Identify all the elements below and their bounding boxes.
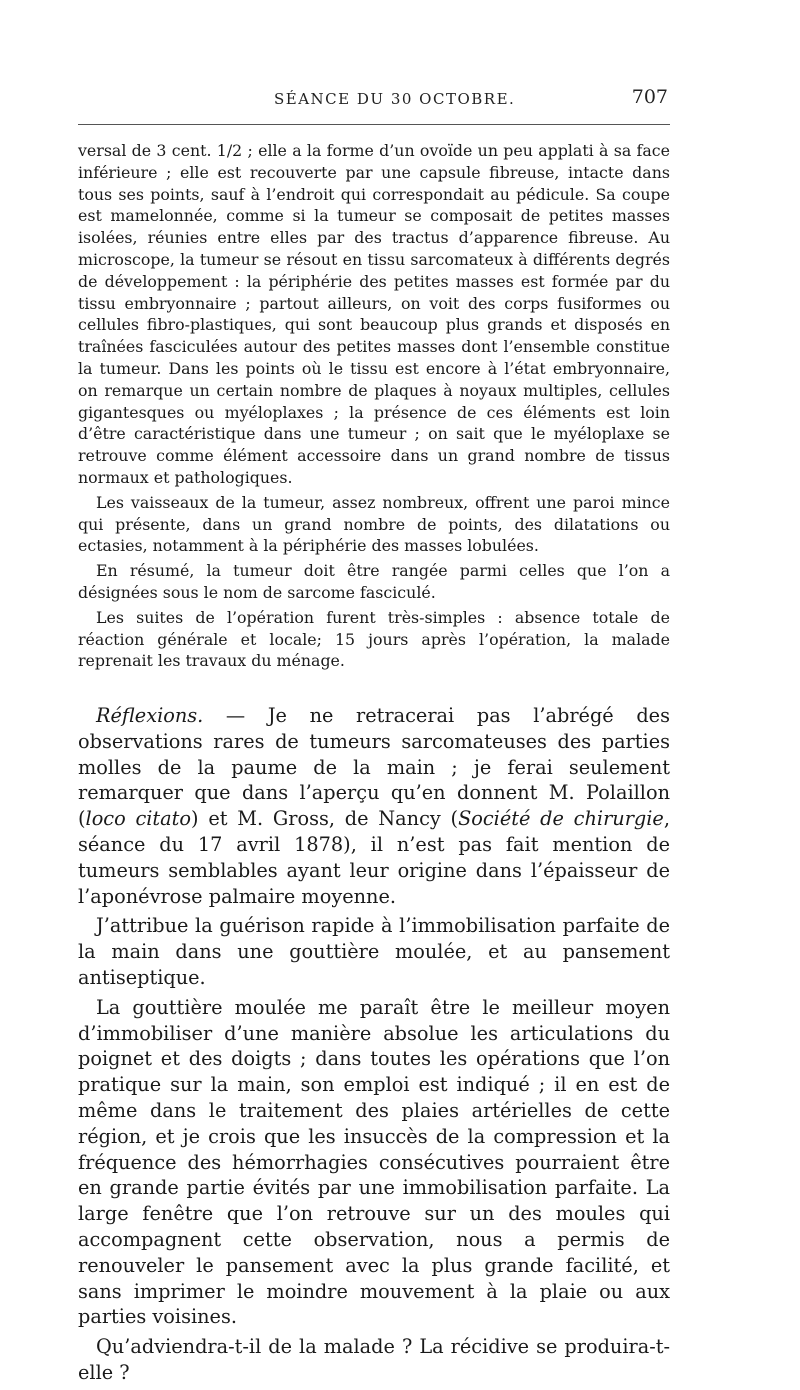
reflexions-section: [78, 703, 670, 1390]
running-head: SÉANCE DU 30 OCTOBRE.: [274, 90, 516, 108]
observation-paragraph-3: En résumé, la tumeur doit être rangée parmi celles que l’on a désignées sous le nom de sarcome fasciculé.: [78, 561, 670, 602]
reflexions-paragraph-1: [78, 703, 670, 909]
reflexions-text-a: — Je ne retracerai pas l’abrégé des observations rares de tumeurs sarcomateuses des parties molles de la paume de la main ; je ferai seulement remarquer que dans l’aperçu qu’en donnent M. Polaillon (: [78, 704, 670, 831]
reflexions-heading: Réflexions.: [96, 704, 204, 727]
reflexions-text-b: ) et M. Gross, de Nancy (: [191, 807, 459, 831]
societe-de-chirurgie: Société de chirurgie: [458, 807, 664, 831]
loco-citato: loco citato: [85, 807, 192, 831]
observation-text: [78, 140, 670, 675]
reflexions-paragraph-2: J’attribue la guérison rapide à l’immobilisation parfaite de la main dans une gouttière moulée, et au pansement antiseptique.: [78, 914, 670, 989]
reflexions-paragraph-4: Qu’adviendra-t-il de la malade ? La récidive se produira-t-elle ?: [78, 1335, 670, 1384]
page-number: 707: [631, 86, 668, 108]
reflexions-paragraph-3: La gouttière moulée me paraît être le meilleur moyen d’immobiliser d’une manière absolue les articulations du poignet et des doigts ; dans toutes les opérations que l’on pratique sur la main, son emploi est indiqué ; il en est de même dans le traitement des plaies artérielles de cette région, et je crois que les insuccès de la compression et la fréquence des hémorrhagies consécutives pourraient être en grande partie évités par une immobilisation parfaite. La large fenêtre que l’on retrouve sur un des moules qui accompagnent cette observation, nous a permis de renouveler le pansement avec la plus grande facilité, et sans imprimer le moindre mouvement à la plaie ou aux parties voisines.: [78, 995, 670, 1329]
observation-paragraph-4: Les suites de l’opération furent très-simples : absence totale de réaction générale et locale; 15 jours après l’opération, la malade reprenait les travaux du ménage.: [78, 607, 670, 671]
page-header: [78, 86, 670, 116]
observation-paragraph-2: Les vaisseaux de la tumeur, assez nombreux, offrent une paroi mince qui présente, dans un grand nombre de points, des dilatations ou ectasies, notamment à la périphérie des masses lobulées.: [78, 492, 670, 556]
observation-paragraph-1: versal de 3 cent. 1/2 ; elle a la forme d’un ovoïde un peu applati à sa face inférieure ; elle est recouverte par une capsule fibreuse, intacte dans tous ses points, sauf à l’endroit qui correspondait au pédicule. Sa coupe est mamelonnée, comme si la tumeur se composait de petites masses isolées, réunies entre elles par des tractus d’apparence fibreuse. Au microscope, la tumeur se résout en tissu sarcomateux à différents degrés de développement : la périphérie des petites masses est formée par du tissu embryonnaire ; partout ailleurs, on voit des corps fusiformes ou cellules fibro-plastiques, qui sont beaucoup plus grands et disposés en traînées fasciculées autour des petites masses dont l’ensemble constitue la tumeur. Dans les points où le tissu est encore à l’état embryonnaire, on remarque un certain nombre de plaques à noyaux multiples, cellules gigantesques ou myéloplaxes ; la présence de ces éléments est loin d’être caractéristique dans une tumeur ; on sait que le myéloplaxe se retrouve comme élément accessoire dans un grand nombre de tissus normaux et pathologiques.: [78, 141, 670, 487]
header-rule: [78, 124, 670, 125]
reflexions-text-c: , séance du 17 avril 1878), il n’est pas fait mention de tumeurs semblables ayant leur origine dans l’épaisseur de l’aponévrose palmaire moyenne.: [78, 807, 670, 908]
